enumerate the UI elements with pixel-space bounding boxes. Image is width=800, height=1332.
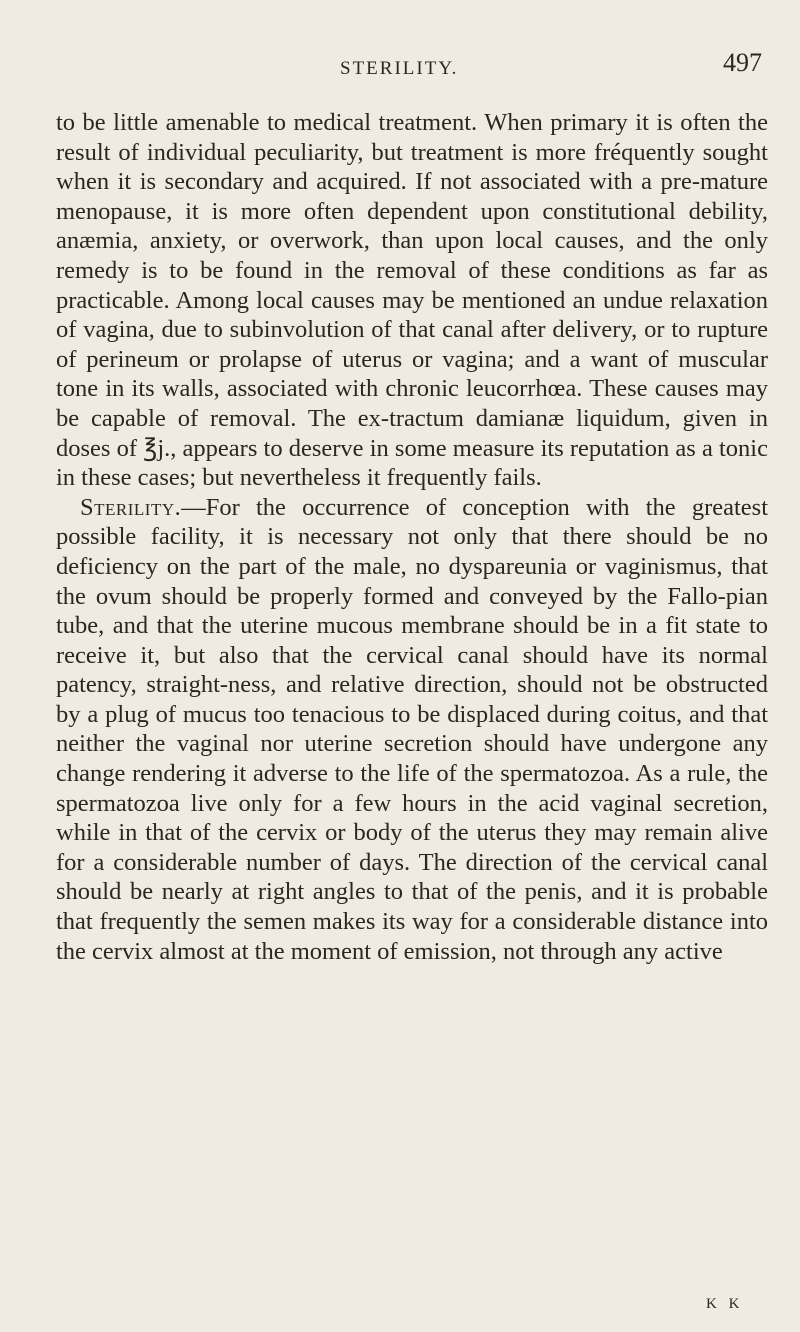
body-text [56, 108, 768, 966]
paragraph-treatment [56, 108, 768, 493]
running-head-title: STERILITY. [340, 58, 459, 79]
page-number: 497 [723, 48, 762, 77]
paragraph-sterility [56, 493, 768, 967]
running-head [0, 44, 800, 80]
section-heading: Sterility. [80, 493, 182, 521]
paragraph-text: to be little amenable to medical treatment. When primary it is often the result of individual peculiarity, but treatment is more fréquently sought when it is secondary and acquired. If not associated with a pre-mature menopause, it is more often dependent upon constitutional debility, anæmia, anxiety, or overwork, than upon local causes, and the only remedy is to be found in the removal of these conditions as far as practicable. Among local causes may be mentioned an undue relaxation of vagina, due to subinvolution of that canal after delivery, or to rupture of perineum or prolapse of uterus or vagina; and a want of muscular tone in its walls, associated with chronic leucorrhœa. These causes may be capable of removal. The ex-tractum damianæ liquidum, given in doses of ℥j., appears to deserve in some measure its reputation as a tonic in these cases; but nevertheless it frequently fails. [56, 109, 768, 492]
paragraph-text: —For the occurrence of conception with the greatest possible facility, it is necessary not only that there should be no deficiency on the part of the male, no dyspareunia or vaginismus, that the ovum should be properly formed and conveyed by the Fallo-pian tube, and that the uterine mucous membrane should be in a fit state to receive it, but also that the cervical canal should have its normal patency, straight-ness, and relative direction, should not be obstructed by a plug of mucus too tenacious to be displaced during coitus, and that neither the vaginal nor uterine secretion should have undergone any change rendering it adverse to the life of the spermatozoa. As a rule, the spermatozoa live only for a few hours in the acid vaginal secretion, while in that of the cervix or body of the uterus they may remain alive for a considerable number of days. The direction of the cervical canal should be nearly at right angles to that of the penis, and it is probable that frequently the semen makes its way for a considerable distance into the cervix almost at the moment of emission, not through any active [56, 493, 768, 965]
signature-mark: K K [706, 1296, 744, 1312]
